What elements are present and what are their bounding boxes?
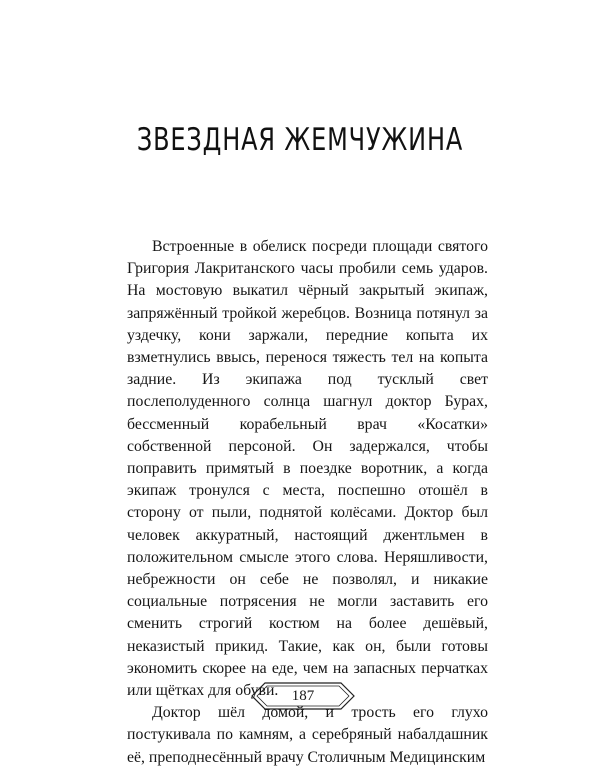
chapter-title: ЗВЕЗДНАЯ ЖЕМЧУЖИНА bbox=[136, 122, 464, 158]
page-footer bbox=[251, 682, 355, 710]
page-number: 187 bbox=[291, 688, 315, 704]
paragraph: Встроенные в обелиск посреди площади святого Григория Лакританского часы пробили семь ударов. На мостовую выкатил чёрный закрытый экипаж, запряжённый тройкой жеребцов. Возница потянул за уздечку, кони заржали, передние копыта их взметнулись ввысь, перенося тяжесть тел на копыта задние. Из экипажа под тусклый свет послеполуденного солнца шагнул доктор Бурах, бессменный корабельный врач «Косатки» собственной персоной. Он задержался, чтобы поправить примятый в поездке воротник, а когда экипаж тронулся с места, поспешно отошёл в сторону от пыли, поднятой колёсами. Доктор был человек аккуратный, настоящий джентльмен в положительном смысле этого слова. Неряшливости, небрежности он себе не позволял, и никакие социальные потрясения не могли заставить его сменить строгий костюм на более дешёвый, неказистый прикид. Такие, как он, были готовы экономить скорее на еде, чем на запасных перчатках или щётках для обуви. bbox=[127, 238, 488, 700]
paragraph: Доктор шёл домой, и трость его глухо постукивала по камням, а серебряный набалдашник её, преподнесённый врачу Столичным Медицинским bbox=[127, 704, 488, 766]
